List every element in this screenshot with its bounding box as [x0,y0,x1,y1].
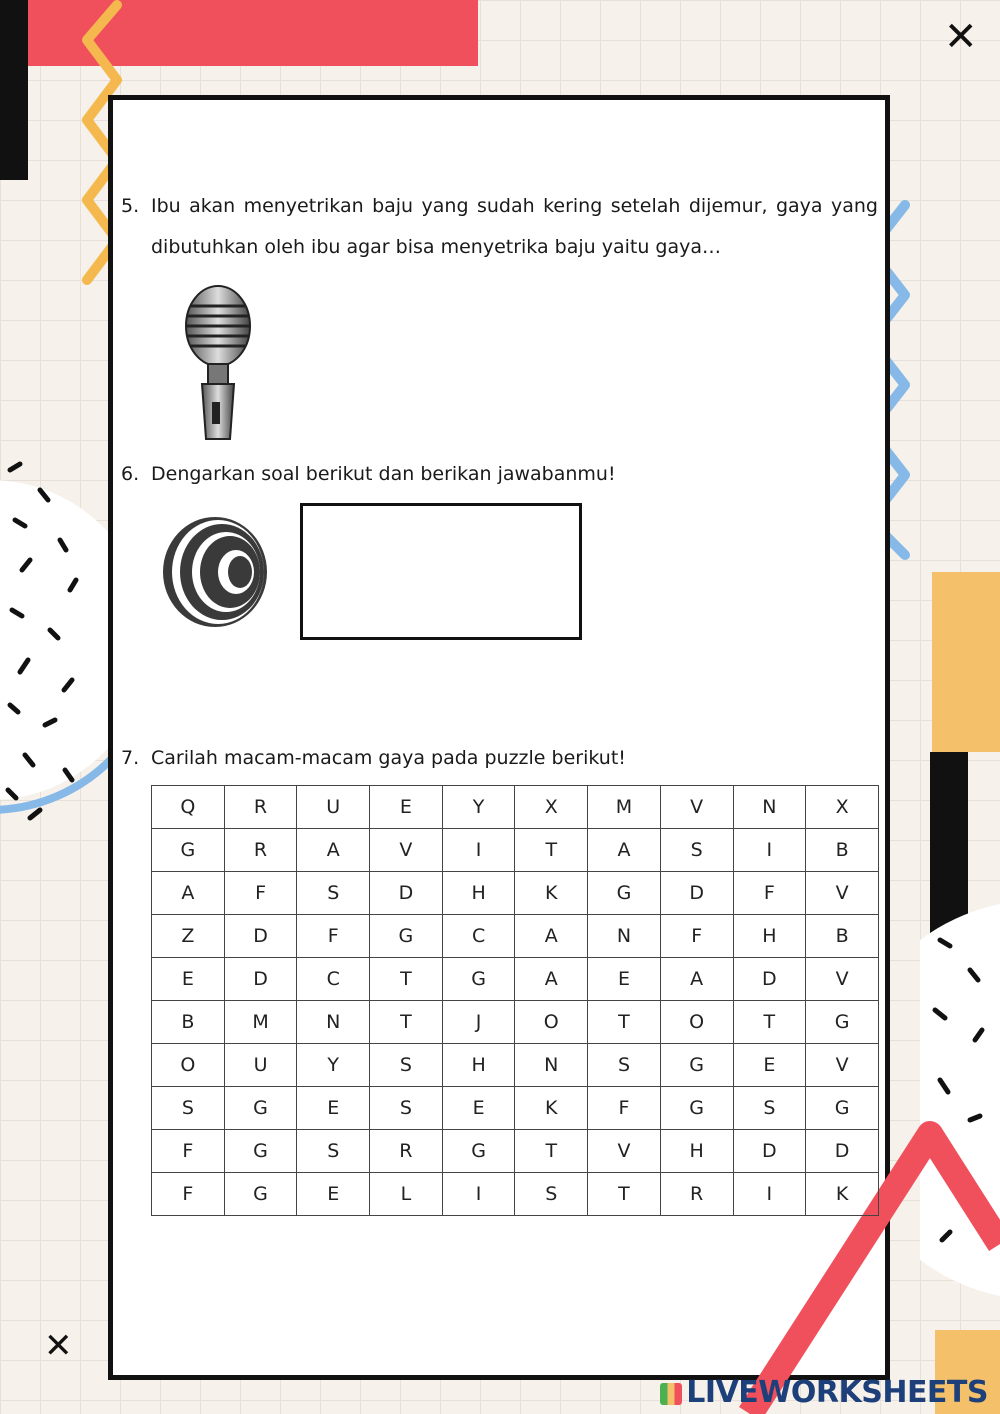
watermark-text: LIVEWORKSHEETS [686,1375,988,1410]
puzzle-row [152,1044,879,1087]
puzzle-row [152,872,879,915]
liveworksheets-logo-icon [660,1383,682,1405]
puzzle-cell[interactable]: F [152,1173,225,1216]
puzzle-cell[interactable]: C [442,915,515,958]
puzzle-cell[interactable]: K [806,1173,879,1216]
puzzle-cell[interactable]: V [806,1044,879,1087]
puzzle-cell[interactable]: L [370,1173,443,1216]
word-search-puzzle [151,785,879,1216]
puzzle-cell[interactable]: Y [442,786,515,829]
puzzle-cell[interactable]: S [297,1130,370,1173]
puzzle-cell[interactable]: Q [152,786,225,829]
puzzle-cell[interactable]: B [806,829,879,872]
puzzle-cell[interactable]: D [733,958,806,1001]
puzzle-row [152,1130,879,1173]
puzzle-cell[interactable]: I [442,829,515,872]
puzzle-cell[interactable]: X [806,786,879,829]
puzzle-cell[interactable]: B [152,1001,225,1044]
puzzle-cell[interactable]: G [224,1173,297,1216]
puzzle-cell[interactable]: G [806,1087,879,1130]
puzzle-cell[interactable]: G [224,1130,297,1173]
puzzle-row [152,829,879,872]
puzzle-cell[interactable]: R [224,829,297,872]
puzzle-cell[interactable]: E [442,1087,515,1130]
puzzle-cell[interactable]: D [224,958,297,1001]
puzzle-cell[interactable]: S [588,1044,661,1087]
puzzle-cell[interactable]: I [733,829,806,872]
puzzle-cell[interactable]: G [224,1087,297,1130]
puzzle-cell[interactable]: N [297,1001,370,1044]
puzzle-cell[interactable]: V [588,1130,661,1173]
puzzle-cell[interactable]: K [515,872,588,915]
speaker-icon[interactable] [160,514,270,634]
puzzle-cell[interactable]: O [660,1001,733,1044]
puzzle-cell[interactable]: B [806,915,879,958]
puzzle-cell[interactable]: N [733,786,806,829]
puzzle-cell[interactable]: M [588,786,661,829]
puzzle-cell[interactable]: A [588,829,661,872]
orange-block-right [932,572,1000,752]
puzzle-cell[interactable]: F [733,872,806,915]
puzzle-cell[interactable]: H [442,1044,515,1087]
puzzle-cell[interactable]: M [224,1001,297,1044]
puzzle-cell[interactable]: H [660,1130,733,1173]
puzzle-cell[interactable]: G [660,1044,733,1087]
close-icon-bottom-left: ✕ [44,1326,73,1366]
puzzle-cell[interactable]: R [660,1173,733,1216]
puzzle-cell[interactable]: E [733,1044,806,1087]
puzzle-cell[interactable]: V [370,829,443,872]
question-text: Dengarkan soal berikut dan berikan jawabanmu! [151,463,616,485]
question-number: 7. [121,747,140,769]
puzzle-cell[interactable]: V [806,872,879,915]
puzzle-cell[interactable]: R [224,786,297,829]
puzzle-cell[interactable]: F [224,872,297,915]
puzzle-cell[interactable]: D [733,1130,806,1173]
dotted-circle-left [0,440,110,920]
puzzle-cell[interactable]: S [297,872,370,915]
puzzle-cell[interactable]: O [515,1001,588,1044]
puzzle-cell[interactable]: S [152,1087,225,1130]
puzzle-cell[interactable]: D [806,1130,879,1173]
puzzle-cell[interactable]: U [224,1044,297,1087]
puzzle-cell[interactable]: E [297,1087,370,1130]
puzzle-cell[interactable]: D [370,872,443,915]
puzzle-cell[interactable]: S [733,1087,806,1130]
puzzle-cell[interactable]: H [442,872,515,915]
question-number: 6. [121,463,140,485]
puzzle-cell[interactable]: F [152,1130,225,1173]
puzzle-row [152,915,879,958]
puzzle-cell[interactable]: E [152,958,225,1001]
puzzle-cell[interactable]: S [370,1087,443,1130]
puzzle-cell[interactable]: T [588,1001,661,1044]
puzzle-cell[interactable]: S [660,829,733,872]
puzzle-cell[interactable]: X [515,786,588,829]
puzzle-cell[interactable]: C [297,958,370,1001]
puzzle-row [152,958,879,1001]
puzzle-cell[interactable]: I [442,1173,515,1216]
question-number: 5. [121,195,140,217]
puzzle-cell[interactable]: D [660,872,733,915]
puzzle-cell[interactable]: A [515,915,588,958]
puzzle-cell[interactable]: G [442,958,515,1001]
puzzle-row [152,1001,879,1044]
question-text: Ibu akan menyetrikan baju yang sudah kering setelah dijemur, gaya yang dibutuhkan oleh ibu agar bisa menyetrika baju yaitu gaya… [151,195,878,258]
close-icon[interactable]: ✕ [944,14,978,60]
puzzle-cell[interactable]: N [588,915,661,958]
puzzle-cell[interactable]: A [297,829,370,872]
puzzle-cell[interactable]: U [297,786,370,829]
puzzle-cell[interactable]: E [297,1173,370,1216]
puzzle-cell[interactable]: R [370,1130,443,1173]
puzzle-cell[interactable]: H [733,915,806,958]
puzzle-cell[interactable]: J [442,1001,515,1044]
puzzle-cell[interactable]: G [806,1001,879,1044]
puzzle-cell[interactable]: G [442,1130,515,1173]
puzzle-cell[interactable]: Y [297,1044,370,1087]
puzzle-cell[interactable]: S [515,1173,588,1216]
puzzle-cell[interactable]: A [152,872,225,915]
puzzle-cell[interactable]: V [660,786,733,829]
puzzle-cell[interactable]: G [660,1087,733,1130]
liveworksheets-watermark [660,1375,988,1410]
puzzle-cell[interactable]: F [588,1087,661,1130]
puzzle-cell[interactable]: G [370,915,443,958]
puzzle-cell[interactable]: T [515,829,588,872]
puzzle-cell[interactable]: T [370,1001,443,1044]
puzzle-cell[interactable]: N [515,1044,588,1087]
puzzle-cell[interactable]: G [588,872,661,915]
puzzle-cell[interactable]: T [588,1173,661,1216]
puzzle-cell[interactable]: I [733,1173,806,1216]
puzzle-cell[interactable]: S [370,1044,443,1087]
puzzle-cell[interactable]: Z [152,915,225,958]
puzzle-cell[interactable]: A [515,958,588,1001]
puzzle-cell[interactable]: F [660,915,733,958]
puzzle-cell[interactable]: G [152,829,225,872]
puzzle-cell[interactable]: T [733,1001,806,1044]
microphone-icon[interactable] [180,284,260,444]
puzzle-row [152,1173,879,1216]
puzzle-cell[interactable]: D [224,915,297,958]
puzzle-row [152,1087,879,1130]
puzzle-cell[interactable]: F [297,915,370,958]
black-bar-left [0,0,28,180]
puzzle-row [152,786,879,829]
answer-input-box[interactable] [300,503,582,640]
puzzle-cell[interactable]: T [370,958,443,1001]
puzzle-cell[interactable]: K [515,1087,588,1130]
question-text: Carilah macam-macam gaya pada puzzle berikut! [151,747,626,769]
puzzle-cell[interactable]: O [152,1044,225,1087]
puzzle-cell[interactable]: E [370,786,443,829]
puzzle-cell[interactable]: T [515,1130,588,1173]
puzzle-cell[interactable]: V [806,958,879,1001]
puzzle-cell[interactable]: E [588,958,661,1001]
puzzle-cell[interactable]: A [660,958,733,1001]
